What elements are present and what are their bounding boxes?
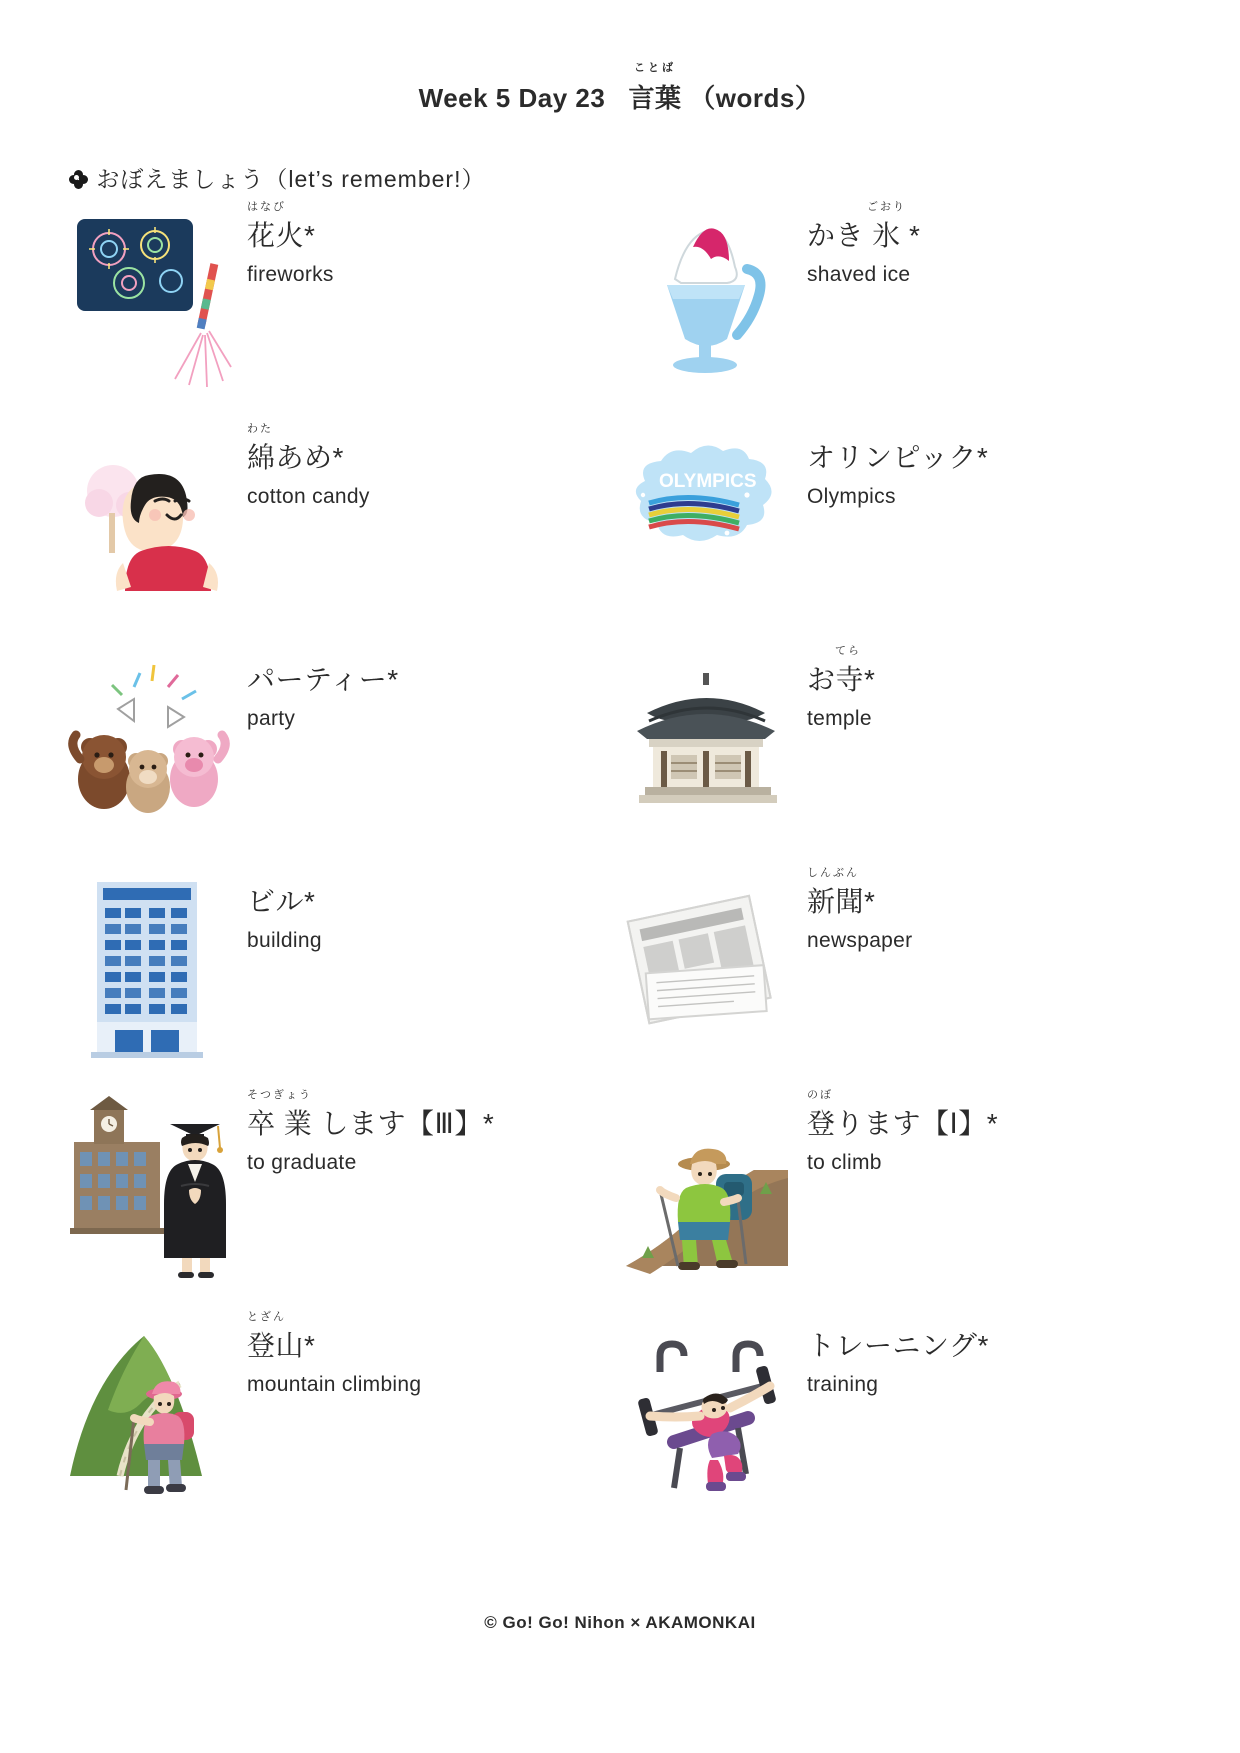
vocab-item [60,646,620,868]
vocab-furigana: はなび [247,201,286,213]
vocab-item [620,424,1180,646]
vocab-text [235,424,370,509]
flower-icon [70,171,87,188]
vocab-english: building [247,929,322,952]
hiker-icon [620,1090,795,1290]
vocab-english: shaved ice [807,263,911,286]
vocab-furigana: てら [835,645,861,657]
vocab-furigana: ごおり [867,201,906,213]
vocab-english: temple [807,707,872,730]
vocab-item [60,424,620,646]
vocab-item [60,1090,620,1312]
vocab-japanese-label: 卒 業 します【Ⅲ】* [247,1108,495,1139]
vocab-japanese-label: トレーニング* [807,1330,989,1361]
vocab-japanese-label: 新聞* [807,886,876,917]
vocab-japanese [807,645,876,697]
building-icon [60,868,235,1068]
vocab-item [620,1312,1180,1534]
vocab-item [620,868,1180,1090]
vocab-item [60,1312,620,1534]
olympics-icon [620,424,795,624]
svg-text:OLYMPICS: OLYMPICS [658,471,756,492]
vocab-japanese [807,867,876,919]
party-icon [60,646,235,846]
page-title-ruby: ことば [634,62,677,74]
footer-credit: © Go! Go! Nihon × AKAMONKAI [484,1613,756,1632]
vocab-japanese [807,440,988,475]
vocab-english: Olympics [807,485,896,508]
vocab-japanese-label: お寺* [807,664,876,695]
vocab-text [235,1090,494,1175]
section-heading [70,161,1240,194]
vocab-english: to climb [807,1151,882,1174]
vocab-english: fireworks [247,263,334,286]
vocab-japanese-label: パーティー* [247,664,399,695]
page-title-kanji-group [628,62,682,115]
vocab-english: to graduate [247,1151,357,1174]
vocab-japanese [807,1089,999,1141]
vocab-text [235,646,399,731]
vocab-furigana: そつぎょう [247,1089,312,1101]
vocab-text [795,202,920,287]
vocab-item [60,202,620,424]
vocab-item [620,202,1180,424]
vocab-furigana: のぼ [807,1089,833,1101]
graduation-icon [60,1090,235,1290]
vocab-japanese-label: 綿あめ* [247,442,344,473]
vocab-japanese [807,201,921,253]
vocab-text [795,1312,989,1397]
weightlifting-icon [620,1312,795,1512]
vocab-english: newspaper [807,929,913,952]
vocab-japanese [807,1328,989,1363]
vocab-japanese [247,884,315,919]
vocab-text [795,646,875,731]
vocab-japanese-label: ビル* [247,886,316,917]
vocab-text [235,1312,421,1397]
vocab-text [795,1090,998,1175]
vocab-japanese-label: 登ります【Ⅰ】* [807,1108,999,1139]
vocab-furigana: わた [247,423,273,435]
vocab-furigana: しんぶん [807,867,859,879]
vocab-japanese-label: オリンピック* [807,442,989,473]
page-title-prefix: Week 5 Day 23 [418,83,606,113]
vocab-japanese [247,1311,316,1363]
vocab-japanese-label: 登山* [247,1330,316,1361]
vocab-item [620,646,1180,868]
vocab-japanese [247,201,316,253]
cotton-candy-icon [60,424,235,624]
fireworks-icon [60,202,235,402]
temple-icon [620,646,795,846]
vocab-japanese-label: かき 氷 * [807,220,921,251]
newspaper-icon [620,868,795,1068]
vocab-text [235,868,322,953]
vocab-japanese-label: 花火* [247,220,316,251]
vocab-english: mountain climbing [247,1373,422,1396]
vocab-item [620,1090,1180,1312]
page-title [0,0,1240,115]
vocab-text [795,868,912,953]
vocabulary-grid [0,202,1240,1534]
page-title-kanji: 言葉 [628,83,682,113]
vocab-english: party [247,707,296,730]
shaved-ice-icon [620,202,795,402]
vocab-japanese [247,662,399,697]
vocab-text [795,424,988,509]
vocab-furigana: とざん [247,1311,286,1323]
vocab-japanese [247,423,344,475]
vocab-english: cotton candy [247,485,370,508]
vocab-english: training [807,1373,879,1396]
vocab-text [235,202,334,287]
page-title-suffix: （words） [689,83,822,113]
vocab-item [60,868,620,1090]
section-heading-label: おぼえましょう（let’s remember!） [96,166,486,192]
mountain-climbing-icon [60,1312,235,1512]
vocab-japanese [247,1089,495,1141]
